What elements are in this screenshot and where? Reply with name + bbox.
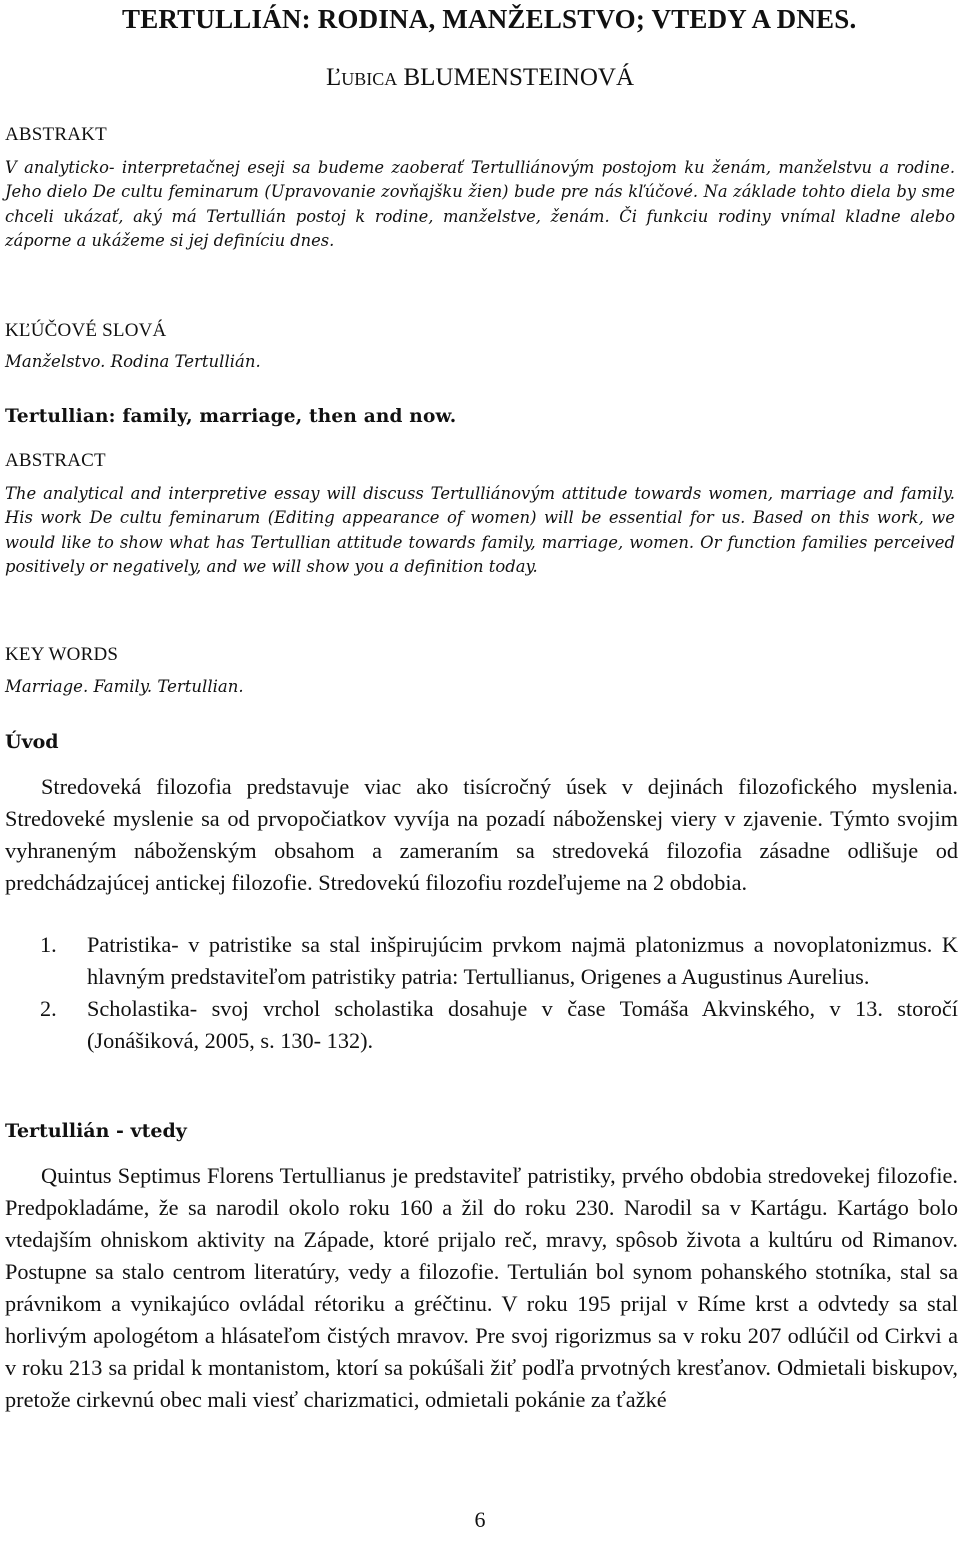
list-item	[5, 993, 958, 1057]
keywords-en-label: KEY WORDS	[5, 644, 119, 665]
abstract-sk-text: V analyticko- interpretačnej eseji sa budeme zaoberať Tertulliánovým postojom ku ženám, manželstvu a rodine. Jeho dielo De cultu feminarum (Upravovanie zovňajšku žien) bude pre nás kľúčové. Na základe tohto diela by sme chceli ukázať, aký má Tertullián postoj k rodine, manželstve, ženám. Či funkciu rodiny vnímal kladne alebo záporne a ukážeme si jej definíciu dnes.	[5, 158, 955, 250]
abstract-en-text: The analytical and interpretive essay will discuss Tertulliánovým attitude towards women, marriage and family. His work De cultu feminarum (Editing appearance of women) will be essential for us. Based on this work, we would like to show what has Tertullian attitude towards family, marriage, women. Or function families perceived positively or negatively, and we will show you a definition today.	[5, 484, 955, 576]
section2	[5, 1160, 958, 1416]
list-item	[5, 929, 958, 993]
intro-section	[5, 771, 958, 899]
intro-heading: Úvod	[5, 731, 59, 753]
list-item-text: Scholastika- svoj vrchol scholastika dosahuje v čase Tomáša Akvinského, v 13. storočí (Jonášiková, 2005, s. 130- 132).	[87, 996, 958, 1053]
author-name: Ľubica BLUMENSTEINOVÁ	[325, 64, 635, 91]
english-title: Tertullian: family, marriage, then and now.	[5, 406, 457, 427]
abstract-sk-label: ABSTRAKT	[5, 124, 107, 145]
list-item-text: Patristika- v patristike sa stal inšpirujúcim prvkom najmä platonizmus a novoplatonizmus. K hlavným predstaviteľom patristiky patria: Tertullianus, Origenes a Augustinus Aurelius.	[87, 932, 958, 989]
section2-heading: Tertullián - vtedy	[5, 1120, 187, 1142]
list-item-number: 1.	[40, 932, 57, 957]
abstract-en-label: ABSTRACT	[5, 450, 106, 471]
list-item-number: 2.	[40, 996, 57, 1021]
page-number: 6	[474, 1507, 486, 1532]
keywords-sk-label: KĽÚČOVÉ SLOVÁ	[5, 320, 167, 341]
keywords-en-text: Marriage. Family. Tertullian.	[5, 677, 244, 696]
intro-paragraph: Stredoveká filozofia predstavuje viac ako tisícročný úsek v dejinách filozofického myslenia. Stredoveké myslenie sa od prvopočiatkov vyvíja na pozadí náboženskej viery v zjavenie. Týmto svojim vyhraneným náboženským obsahom a zameraním sa stredoveká filozofia zásadne odlišuje od predchádzajúcej antickej filozofie. Stredovekú filozofiu rozdeľujeme na 2 obdobia.	[5, 774, 958, 895]
section2-paragraph: Quintus Septimus Florens Tertullianus je predstaviteľ patristiky, prvého obdobia stredovekej filozofie. Predpokladáme, že sa narodil okolo roku 160 a žil do roku 230. Narodil sa v Kartágu. Kartágo bolo vtedajším ohniskom aktivity na Západe, ktoré prijalo reč, mravy, spôsob života a kultúru od Rimanov. Postupne sa stalo centrom literatúry, vedy a filozofie. Tertulián bol synom pohanského stotníka, stal sa právnikom a vynikajúco ovládal rétoriku a gréčtinu. V roku 195 prijal v Ríme krst a odvtedy sa stal horlivým apologétom a hlásateľom čistých mravov. Pre svoj rigorizmus sa v roku 207 odlúčil od Cirkvi a v roku 213 sa pridal k montanistom, ktorí sa pokúšali žiť podľa prvotných kresťanov. Odmietali biskupov, pretože cirkevnú obec mali viesť charizmatici, odmietali pokánie za ťažké	[5, 1163, 958, 1412]
intro-list	[5, 929, 958, 1057]
keywords-sk-text: Manželstvo. Rodina Tertullián.	[5, 352, 261, 371]
paper-title: TERTULLIÁN: RODINA, MANŽELSTVO; VTEDY A DNES.	[122, 4, 857, 34]
